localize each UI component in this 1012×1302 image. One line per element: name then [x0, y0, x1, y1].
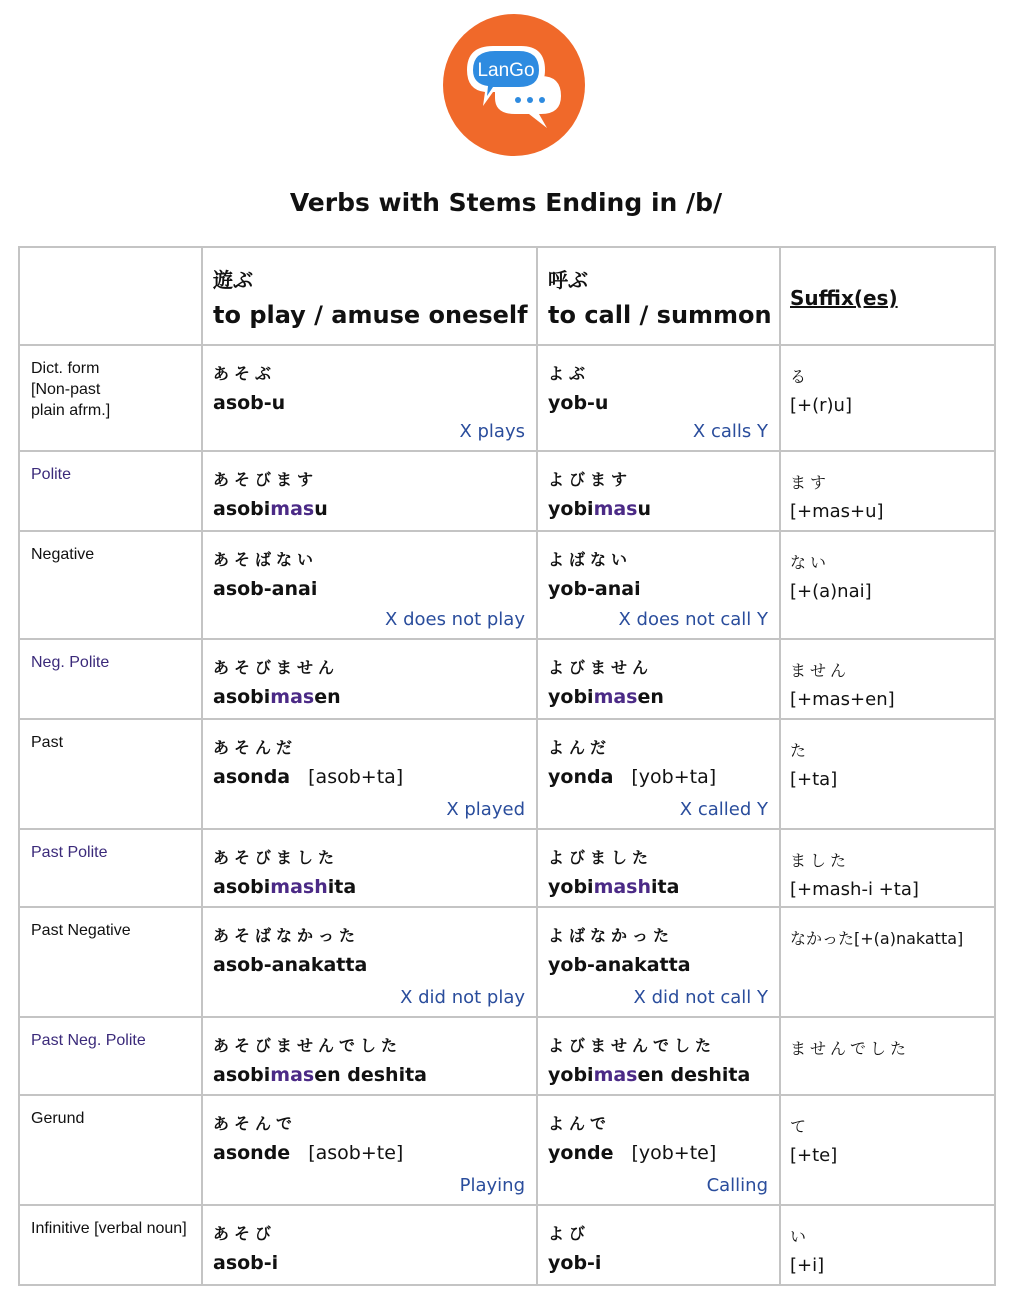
suffix-cell — [780, 719, 995, 829]
translation: X played — [446, 799, 525, 820]
romaji-analysis: [asob+ta] — [308, 766, 404, 788]
table-row — [19, 719, 995, 829]
table-row — [19, 639, 995, 719]
romaji-highlight: mas — [593, 686, 638, 708]
romaji-form — [538, 758, 779, 788]
romaji-stem: yobi — [548, 1064, 594, 1086]
lango-logo — [443, 14, 585, 156]
table-row — [19, 1017, 995, 1095]
suffix-cell — [780, 345, 995, 451]
romaji-stem: yobi — [548, 498, 594, 520]
table-row — [19, 907, 995, 1017]
romaji-form — [203, 384, 536, 414]
romaji-ending: ita — [327, 876, 357, 898]
row-label: Past Neg. Polite — [31, 1032, 146, 1049]
kana-form: あそびませんでした — [213, 1036, 403, 1055]
row-label: Gerund — [31, 1110, 85, 1127]
romaji-highlight: mash — [593, 876, 652, 898]
suffix-pattern — [781, 1059, 994, 1067]
verb2-form-cell — [537, 719, 780, 829]
header-verb2-cell — [537, 247, 780, 345]
romaji-stem: yonde — [548, 1142, 614, 1164]
header-verb1-cell — [202, 247, 537, 345]
romaji-stem: asob-anai — [213, 578, 318, 600]
romaji-ending: ita — [651, 876, 680, 898]
romaji-stem: yob-anai — [548, 578, 641, 600]
verb2-form-cell — [537, 1017, 780, 1095]
suffix-kana: ました — [790, 851, 851, 870]
translation: X plays — [459, 421, 525, 442]
romaji-ending: en — [314, 686, 341, 708]
suffix-pattern: [+ta] — [790, 769, 838, 790]
row-label: Polite — [31, 466, 72, 483]
kana-form: よびます — [548, 470, 633, 489]
romaji-stem: asob-u — [213, 392, 286, 414]
romaji-analysis: [yob+ta] — [631, 766, 717, 788]
suffix-inline: なかった[+(a)nakatta] — [790, 929, 964, 948]
translation: X does not play — [385, 609, 525, 630]
row-label: Past Negative — [31, 922, 131, 939]
row-label-cell — [19, 1017, 202, 1095]
kana-form: よんだ — [548, 738, 612, 757]
suffix-header: Suffix(es) — [790, 286, 898, 310]
romaji-form — [538, 1056, 779, 1086]
suffix-kana: ない — [790, 553, 831, 572]
suffix-kana: ます — [790, 473, 831, 492]
romaji-ending: u — [637, 498, 652, 520]
romaji-stem: asob-anakatta — [213, 954, 368, 976]
romaji-analysis: [yob+te] — [631, 1142, 717, 1164]
romaji-stem: yobi — [548, 686, 594, 708]
romaji-form — [538, 570, 779, 600]
verb2-form-cell — [537, 1095, 780, 1205]
verb2-form-cell — [537, 451, 780, 531]
romaji-stem: asonda — [213, 766, 291, 788]
romaji-highlight: mas — [270, 1064, 315, 1086]
suffix-pattern: [+mas+u] — [790, 501, 884, 522]
row-label-cell — [19, 1205, 202, 1285]
translation: X did not call Y — [633, 987, 768, 1008]
verb1-form-cell — [202, 1205, 537, 1285]
suffix-kana: て — [790, 1117, 811, 1136]
suffix-kana: ません — [790, 661, 851, 680]
row-label-cell — [19, 345, 202, 451]
suffix-cell — [780, 531, 995, 639]
romaji-form — [203, 758, 536, 788]
verb1-form-cell — [202, 907, 537, 1017]
kana-form: あそびます — [213, 470, 319, 489]
romaji-highlight: mas — [270, 686, 315, 708]
conjugation-table — [18, 246, 996, 1286]
romaji-stem: yobi — [548, 876, 594, 898]
suffix-cell — [780, 1205, 995, 1285]
romaji-form — [538, 490, 779, 520]
romaji-form — [538, 946, 779, 976]
verb2-kanji: 呼ぶ — [548, 268, 588, 292]
verb2-form-cell — [537, 829, 780, 907]
row-label: Dict. form [Non-past plain afrm.] — [31, 360, 111, 419]
table-row — [19, 451, 995, 531]
suffix-pattern: [+(r)u] — [790, 395, 852, 416]
logo-text: LanGo — [477, 60, 535, 81]
suffix-cell — [780, 1095, 995, 1205]
translation: X called Y — [679, 799, 768, 820]
romaji-stem: yob-anakatta — [548, 954, 691, 976]
verb2-form-cell — [537, 345, 780, 451]
romaji-stem: asobi — [213, 498, 271, 520]
translation: X does not call Y — [618, 609, 768, 630]
romaji-analysis: [asob+te] — [308, 1142, 404, 1164]
verb1-kanji: 遊ぶ — [213, 268, 253, 292]
suffix-kana: ませんでした — [790, 1039, 911, 1058]
verb1-form-cell — [202, 639, 537, 719]
header-empty-cell — [19, 247, 202, 345]
romaji-form — [538, 1244, 779, 1274]
verb1-form-cell — [202, 719, 537, 829]
suffix-cell — [780, 907, 995, 1017]
suffix-pattern: [+i] — [790, 1255, 825, 1276]
kana-form: あそぶ — [213, 364, 277, 383]
verb1-form-cell — [202, 345, 537, 451]
row-label-cell — [19, 1095, 202, 1205]
suffix-pattern: [+mash-i +ta] — [790, 879, 919, 900]
row-label: Past — [31, 734, 64, 751]
romaji-stem: yonda — [548, 766, 614, 788]
suffix-kana: た — [790, 741, 811, 760]
verb2-english: to call / summon — [548, 301, 772, 329]
verb1-english: to play / amuse oneself — [213, 301, 528, 329]
row-label-cell — [19, 907, 202, 1017]
romaji-ending: en deshita — [637, 1064, 751, 1086]
suffix-cell — [780, 829, 995, 907]
kana-form: あそび — [213, 1224, 277, 1243]
row-label-cell — [19, 829, 202, 907]
romaji-form — [203, 946, 536, 976]
kana-form: あそんだ — [213, 738, 298, 757]
header-row — [19, 247, 995, 345]
romaji-form — [538, 1134, 779, 1164]
romaji-form — [538, 384, 779, 414]
romaji-stem: asobi — [213, 1064, 271, 1086]
suffix-pattern: [+mas+en] — [790, 689, 895, 710]
romaji-form — [538, 678, 779, 708]
romaji-highlight: mas — [593, 498, 638, 520]
verb2-form-cell — [537, 907, 780, 1017]
romaji-form — [203, 1134, 536, 1164]
romaji-form — [538, 868, 779, 898]
row-label: Infinitive [verbal noun] — [31, 1220, 187, 1237]
romaji-ending: en — [637, 686, 664, 708]
verb1-form-cell — [202, 1017, 537, 1095]
romaji-form — [203, 490, 536, 520]
table-row — [19, 345, 995, 451]
romaji-stem: asob-i — [213, 1252, 279, 1274]
romaji-ending: u — [314, 498, 328, 520]
kana-form: よびません — [548, 658, 654, 677]
verb2-form-cell — [537, 639, 780, 719]
suffix-kana: る — [790, 367, 811, 386]
verb1-form-cell — [202, 829, 537, 907]
romaji-highlight: mash — [270, 876, 328, 898]
verb1-form-cell — [202, 531, 537, 639]
suffix-cell — [780, 639, 995, 719]
kana-form: よび — [548, 1224, 591, 1243]
row-label: Negative — [31, 546, 95, 563]
kana-form: よびました — [548, 848, 654, 867]
table-row — [19, 1205, 995, 1285]
row-label-cell — [19, 719, 202, 829]
translation: Playing — [459, 1175, 525, 1196]
romaji-ending: en deshita — [314, 1064, 428, 1086]
verb2-form-cell — [537, 531, 780, 639]
row-label: Past Polite — [31, 844, 108, 861]
page-title: Verbs with Stems Ending in /b/ — [289, 188, 723, 217]
suffix-pattern: [+te] — [790, 1145, 838, 1166]
kana-form: あそんで — [213, 1114, 298, 1133]
kana-form: あそびません — [213, 658, 340, 677]
header-suffix-cell — [780, 247, 995, 345]
kana-form: あそびました — [213, 848, 340, 867]
romaji-stem: asobi — [213, 686, 271, 708]
translation: Calling — [706, 1175, 768, 1196]
romaji-form — [203, 1244, 536, 1274]
verb1-form-cell — [202, 451, 537, 531]
row-label-cell — [19, 531, 202, 639]
romaji-stem: yob-u — [548, 392, 609, 414]
table-row — [19, 1095, 995, 1205]
romaji-stem: yob-i — [548, 1252, 602, 1274]
kana-form: よばなかった — [548, 926, 675, 945]
suffix-cell — [780, 451, 995, 531]
kana-form: よびませんでした — [548, 1036, 717, 1055]
romaji-stem: asobi — [213, 876, 271, 898]
romaji-form — [203, 570, 536, 600]
romaji-highlight: mas — [593, 1064, 638, 1086]
kana-form: あそばなかった — [213, 926, 361, 945]
kana-form: あそばない — [213, 550, 319, 569]
translation: X calls Y — [692, 421, 768, 442]
table-row — [19, 829, 995, 907]
row-label-cell — [19, 451, 202, 531]
row-label-cell — [19, 639, 202, 719]
romaji-form — [203, 678, 536, 708]
kana-form: よばない — [548, 550, 633, 569]
romaji-stem: asonde — [213, 1142, 291, 1164]
verb1-form-cell — [202, 1095, 537, 1205]
translation: X did not play — [400, 987, 525, 1008]
kana-form: よぶ — [548, 364, 591, 383]
suffix-cell — [780, 1017, 995, 1095]
table-row — [19, 531, 995, 639]
kana-form: よんで — [548, 1114, 612, 1133]
suffix-pattern: [+(a)nai] — [790, 581, 872, 602]
romaji-highlight: mas — [270, 498, 315, 520]
romaji-form — [203, 868, 536, 898]
row-label: Neg. Polite — [31, 654, 110, 671]
suffix-kana: い — [790, 1227, 811, 1246]
romaji-form — [203, 1056, 536, 1086]
verb2-form-cell — [537, 1205, 780, 1285]
